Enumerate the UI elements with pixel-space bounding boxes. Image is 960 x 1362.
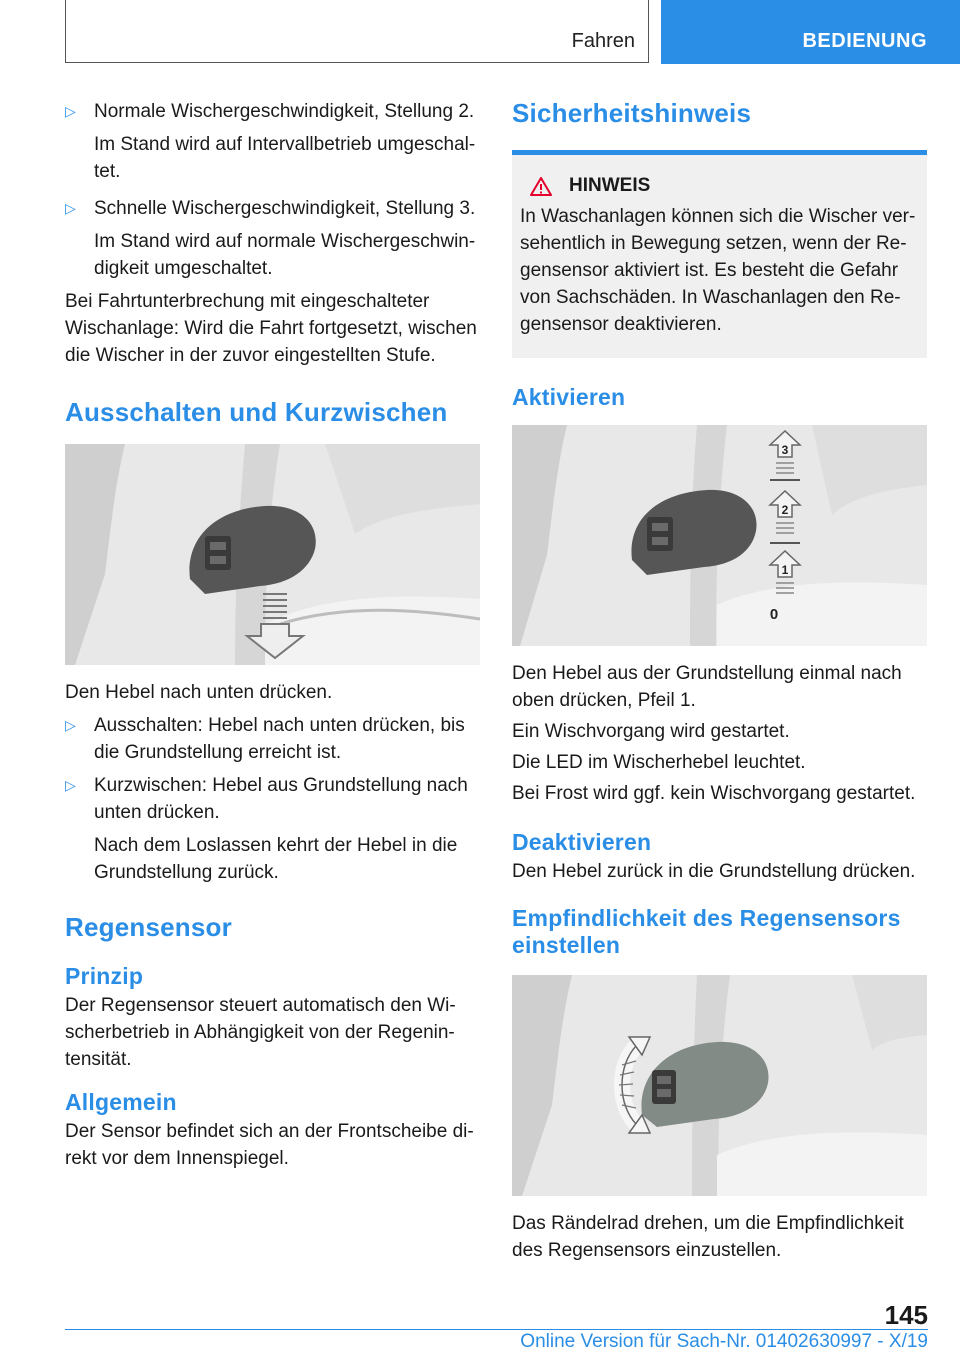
note-title: HINWEIS: [569, 175, 651, 196]
position-label-1: 1: [781, 563, 789, 577]
right-column: [512, 98, 927, 1264]
position-label-2: 2: [781, 503, 789, 517]
footer-divider: [65, 1329, 928, 1330]
section-heading: Ausschalten und Kurzwischen: [65, 397, 448, 427]
footer-text: Online Version für Sach-Nr. 01402630997 - X/19: [520, 1331, 928, 1352]
section-heading: Regensensor: [65, 912, 232, 942]
triangle-bullet-icon: ▷: [65, 777, 76, 793]
figure-lever-down: [65, 444, 480, 665]
list-item: [65, 772, 480, 826]
list-item: [65, 712, 480, 766]
list-item: [65, 195, 480, 222]
note-box: [512, 155, 927, 358]
paragraph: Die LED im Wischerhebel leuchtet.: [512, 752, 806, 773]
subsection-heading: Deaktivieren: [512, 829, 652, 855]
subsection-heading: Prinzip: [65, 963, 144, 989]
triangle-bullet-icon: ▷: [65, 717, 76, 733]
lever-down-illustration: [65, 444, 480, 665]
header-section-title: Fahren: [571, 30, 635, 52]
header-chapter-tab: BEDIENUNG: [661, 0, 960, 64]
figure-thumbwheel: [512, 975, 927, 1196]
subsection-heading: Aktivieren: [512, 384, 626, 410]
note-text: In Waschanlagen können sich die Wischer ver‐sehentlich in Bewegung setzen, wenn der Re‐gensensor aktiviert ist. Es besteht die Gefahr von Sachschäden. In Waschanlagen den Re‐gensensor deaktivieren.: [520, 206, 916, 335]
paragraph: Den Hebel zurück in die Grundstellung drücken.: [512, 861, 916, 882]
lever-positions-illustration: [512, 425, 927, 646]
paragraph: Der Regensensor steuert automatisch den Wi‐scherbetrieb in Abhängigkeit von der Regenin‐tensität.: [65, 995, 456, 1070]
paragraph: Der Sensor befindet sich an der Frontscheibe di‐rekt vor dem Innenspiegel.: [65, 1121, 474, 1169]
triangle-bullet-icon: ▷: [65, 103, 76, 119]
position-label-0: 0: [769, 606, 779, 623]
triangle-bullet-icon: ▷: [65, 200, 76, 216]
paragraph: Bei Fahrtunterbrechung mit eingeschalteter Wischanlage: Wird die Fahrt fortgesetzt, wischen die Wischer in der zuvor eingestellten Stufe.: [65, 291, 477, 366]
note-header: [530, 175, 919, 197]
list-item-text: Schnelle Wischergeschwindigkeit, Stellung 3.: [94, 198, 476, 219]
thumbwheel-illustration: [512, 975, 927, 1196]
left-column: [65, 98, 480, 1172]
figure-lever-positions: [512, 425, 927, 646]
position-label-3: 3: [781, 443, 789, 457]
subsection-heading: Empfindlichkeit des Regensensors einstellen: [512, 905, 901, 958]
list-item-text: Kurzwischen: Hebel aus Grundstellung nach unten drücken.: [94, 775, 468, 823]
list-item-text: Normale Wischergeschwindigkeit, Stellung 2.: [94, 101, 475, 122]
section-heading: Sicherheitshinweis: [512, 98, 752, 128]
page-number: 145: [884, 1300, 928, 1330]
list-item-continuation: Im Stand wird auf normale Wischergeschwin‐digkeit umgeschaltet.: [94, 231, 476, 279]
warning-triangle-icon: [530, 177, 552, 196]
figure-caption: Das Rändelrad drehen, um die Empfindlichkeit des Regensensors einzustellen.: [512, 1213, 904, 1261]
list-item: [65, 98, 480, 125]
subsection-heading: Allgemein: [65, 1089, 177, 1115]
list-item-continuation: Im Stand wird auf Intervallbetrieb umgeschal‐tet.: [94, 134, 476, 182]
paragraph: Bei Frost wird ggf. kein Wischvorgang gestartet.: [512, 783, 916, 804]
list-item-text: Ausschalten: Hebel nach unten drücken, bis die Grundstellung erreicht ist.: [94, 715, 465, 763]
figure-caption: Den Hebel nach unten drücken.: [65, 682, 333, 703]
list-item-continuation: Nach dem Loslassen kehrt der Hebel in die Grundstellung zurück.: [94, 835, 458, 883]
paragraph: Ein Wischvorgang wird gestartet.: [512, 721, 790, 742]
paragraph: Den Hebel aus der Grundstellung einmal nach oben drücken, Pfeil 1.: [512, 663, 902, 711]
